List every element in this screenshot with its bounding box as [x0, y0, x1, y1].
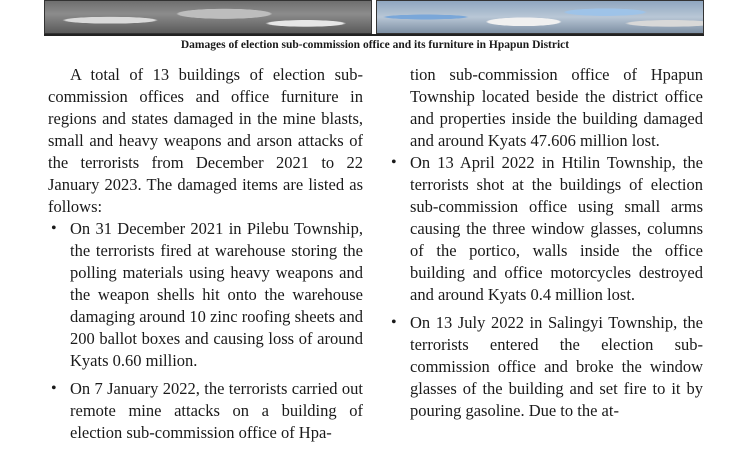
list-item-text: On 13 April 2022 in Htilin Township, the terrorists shot at the buildings of election sub-commission office using small arms causing the three window glasses, columns of the portico, walls inside the office building and office motorcycles destroyed and around Kyats 0.4 million lost. — [410, 153, 703, 304]
list-item — [48, 218, 363, 372]
bullet-icon: • — [391, 154, 397, 171]
list-item-text: On 7 January 2022, the terrorists carried out remote mine attacks on a building of election sub-commission office of Hpa- — [70, 379, 363, 442]
damage-photos — [44, 0, 704, 36]
figure-caption: Damages of election sub-commission office and its furniture in Hpapun District — [180, 39, 570, 51]
right-column — [388, 64, 703, 428]
damaged-office-photo — [44, 0, 372, 34]
bullet-icon: • — [391, 314, 397, 331]
damage-list-right — [388, 152, 703, 422]
bullet-icon: • — [51, 220, 57, 237]
list-item — [48, 378, 363, 444]
list-item — [388, 312, 703, 422]
damaged-furniture-photo — [376, 0, 704, 34]
list-item-text: On 31 December 2021 in Pilebu Township, the terrorists fired at warehouse storing the polling materials using heavy weapons and the weapon shells hit onto the warehouse damaging around 10 zinc roofing sheets and 200 ballot boxes and causing loss of around Kyats 0.60 million. — [70, 219, 363, 370]
continued-paragraph: tion sub-commission office of Hpapun Township located beside the district office and properties inside the building damaged and around Kyats 47.606 million lost. — [410, 65, 703, 150]
bullet-icon: • — [51, 380, 57, 397]
damage-list-left — [48, 218, 363, 444]
list-item-text: On 13 July 2022 in Salingyi Township, the terrorists entered the election sub-commission office and broke the window glasses of the building and set fire to it by pouring gasoline. Due to the at- — [410, 313, 703, 420]
list-item — [388, 152, 703, 306]
intro-paragraph: A total of 13 buildings of election sub-commission offices and office furniture in regions and states damaged in the mine blasts, small and heavy weapons and arson attacks of the terrorists from December 2021 to 22 January 2023. The damaged items are listed as follows: — [48, 65, 363, 216]
left-column — [48, 64, 363, 450]
